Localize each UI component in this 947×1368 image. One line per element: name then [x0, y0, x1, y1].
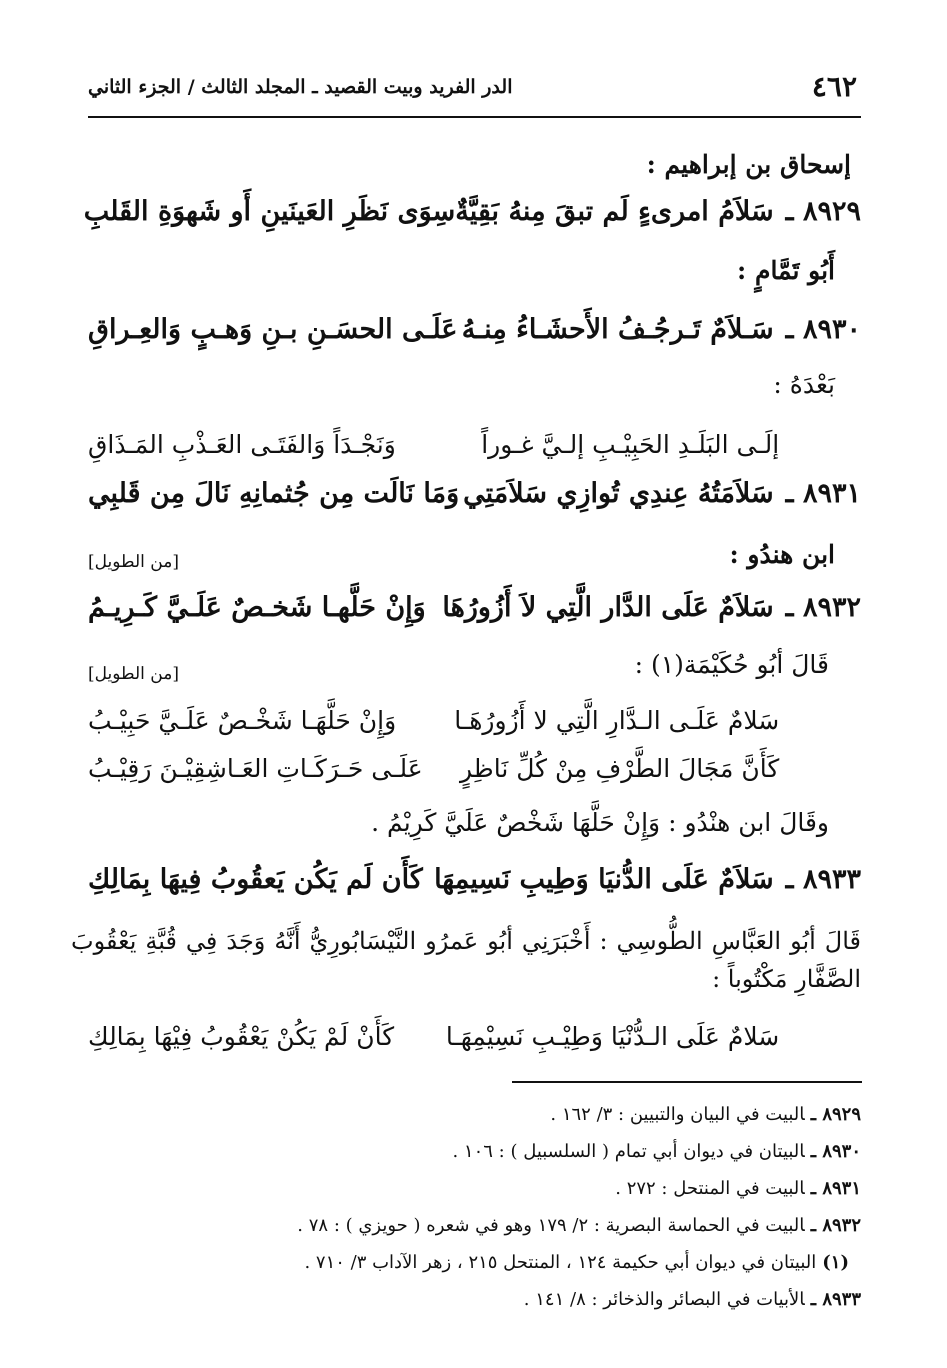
footnote [550, 1104, 861, 1125]
speaker-label: أَبُو تَمَّامٍ : [737, 256, 835, 285]
verse-second-hemistich: وَإِنْ حَلَّهَـا شَخْـصٌ عَلَـيَّ حَبِيْـبُ [88, 706, 397, 735]
footnote-number: ٨٩٣١ ـ [810, 1178, 861, 1199]
verse-second-hemistich: وَإِنْ حَلَّهـا شَخـصٌ عَلَـيَّ كَـرِيـمُ [87, 592, 426, 623]
speaker-label: قَالَ أبُو حُكَيْمَة(١) : [634, 650, 829, 679]
verse-number: ٨٩٢٩ ـ [785, 196, 861, 227]
verse-second-hemistich: وَمَا نَالَت مِن جُثمانِهِ نَالَ مِن قَلبِي [88, 478, 460, 509]
verse-first-hemistich: سَلاَمٌ عَلَى الدُّنيَا وَطِيبِ نَسِيمِهَا [434, 864, 774, 895]
prose-paragraph: قَالَ أبُو العَبَّاسِ الطُّوسِي : أَخْبَرَنِي أبُو عَمرُو النَّيْسَابُورِيُّ أَنَّهُ وَجَدَ فِي قُبَّةِ يَعْقُوبَ الصَّفَّارِ مَكْتُوباً : [71, 927, 861, 993]
verse-second-hemistich: سِوَى نَظَرِ العَينَينِ أَو شَهوَةِ القَلبِ [83, 196, 456, 227]
verse-second-hemistich: عَلَـى الحسَـنِ بـنِ وَهـبٍ وَالعِـراقِ [88, 314, 458, 345]
quoted-verse-1 [88, 706, 861, 735]
footnote [297, 1215, 861, 1236]
verse-second-hemistich: عَلَـى حَـرَكَـاتِ العَـاشِقِيْـنَ رَقِيْـبُ [88, 754, 423, 783]
verse-8933 [88, 864, 861, 895]
verse-first-hemistich: سَلامٌ عَلَـى الـدَّارِ الَّتِي لا أَزُورُهَـا [454, 706, 780, 735]
footnote-text: البيت في البيان والتبيين : ٣/ ١٦٢ . [550, 1104, 805, 1125]
verse-second-hemistich: كَأَنْ لَمْ يَكُنْ يَعْقُوبُ فِيْهَا بِمَالِكِ [88, 1022, 395, 1051]
verse-first-hemistich: إلَـى البَلَـدِ الحَبِيْـبِ إلـيَّ غـوراً [481, 430, 780, 459]
footnote-number: (١) [822, 1252, 849, 1273]
footnote-number: ٨٩٣٢ ـ [810, 1215, 861, 1236]
verse-first-hemistich: سَلاَمُ امرىءٍ لَم تبقَ مِنهُ بَقِيَّةٌ [455, 196, 774, 227]
verse-number: ٨٩٣٠ ـ [785, 314, 861, 345]
continuation-label: بَعْدَهُ : [773, 370, 835, 399]
footnote [452, 1141, 861, 1162]
header-divider [88, 116, 861, 118]
page-number: ٤٦٢ [811, 70, 857, 103]
quoted-verse-3 [88, 1022, 861, 1051]
verse-first-hemistich: سَلامٌ عَلَى الـدُّنْيَا وَطِيْـبِ نَسِيْمِهَـا [445, 1022, 780, 1051]
verse-8930 [88, 314, 861, 345]
footnote [524, 1289, 861, 1310]
verse-8929 [83, 196, 861, 227]
quoted-verse-2 [88, 754, 861, 783]
footnote [615, 1178, 861, 1199]
speaker-label: ابن هندُو : [729, 540, 835, 569]
footnote-number: ٨٩٢٩ ـ [810, 1104, 861, 1125]
footnote-text: البيت في المنتحل : ٢٧٢ . [615, 1178, 805, 1199]
verse-second-hemistich: كَأَن لَم يَكُن يَعقُوبُ فِيهَا بِمَالِكِ [87, 864, 423, 895]
footnote-text: البيتان في ديوان أبي حكيمة ١٢٤ ، المنتحل ٢١٥ ، زهر الآداب ٣/ ٧١٠ . [304, 1252, 817, 1273]
verse-first-hemistich: سَلاَمَتُهُ عِندِي تُوازِي سَلاَمَتِي [463, 478, 774, 509]
verse-8931 [88, 478, 861, 509]
verse-first-hemistich: سَلاَمٌ عَلَى الدَّار الَّتِي لاَ أَزُورُهَا [442, 592, 774, 623]
footnote-number: ٨٩٣٣ ـ [810, 1289, 861, 1310]
verse-first-hemistich: كَأَنَّ مَجَالَ الطَّرْفِ مِنْ كُلِّ نَاظِرٍ [460, 754, 780, 783]
footnote-divider [512, 1081, 862, 1083]
footnote [304, 1252, 849, 1273]
verse-second-hemistich: وَنَجْـدَاً وَالفَتَـى العَـذْبِ المَـذَاقِ [88, 430, 396, 459]
verse-number: ٨٩٣٢ ـ [785, 592, 861, 623]
footnote-text: الأبيات في البصائر والذخائر : ٨/ ١٤١ . [523, 1289, 805, 1310]
prose-remark: وقَالَ ابن هنْدُو : وَإِنْ حَلَّهَا شَخْصٌ عَلَيَّ كَرِيْمُ . [371, 808, 829, 837]
verse-8930-continuation [88, 430, 861, 459]
footnote-text: البيتان في ديوان أبي تمام ( السلسبيل ) : ١٠٦ . [452, 1141, 805, 1162]
verse-8932 [88, 592, 861, 623]
footnote-number: ٨٩٣٠ ـ [810, 1141, 861, 1162]
verse-number: ٨٩٣١ ـ [785, 478, 861, 509]
speaker-label: إسحاق بن إبراهيم : [646, 150, 851, 179]
meter-label: [من الطويل] [88, 664, 179, 684]
verse-first-hemistich: سَـلاَمٌ تَـرجُـفُ الأَحشَـاءُ مِنـهُ [461, 314, 774, 345]
footnote-text: البيت في الحماسة البصرية : ٢/ ١٧٩ وهو في شعره ( حويزي ) : ٧٨ . [297, 1215, 805, 1236]
running-header-title: الدر الفريد وبيت القصيد ـ المجلد الثالث / الجزء الثاني [88, 76, 513, 98]
meter-label: [من الطويل] [88, 552, 179, 572]
verse-number: ٨٩٣٣ ـ [785, 864, 861, 895]
